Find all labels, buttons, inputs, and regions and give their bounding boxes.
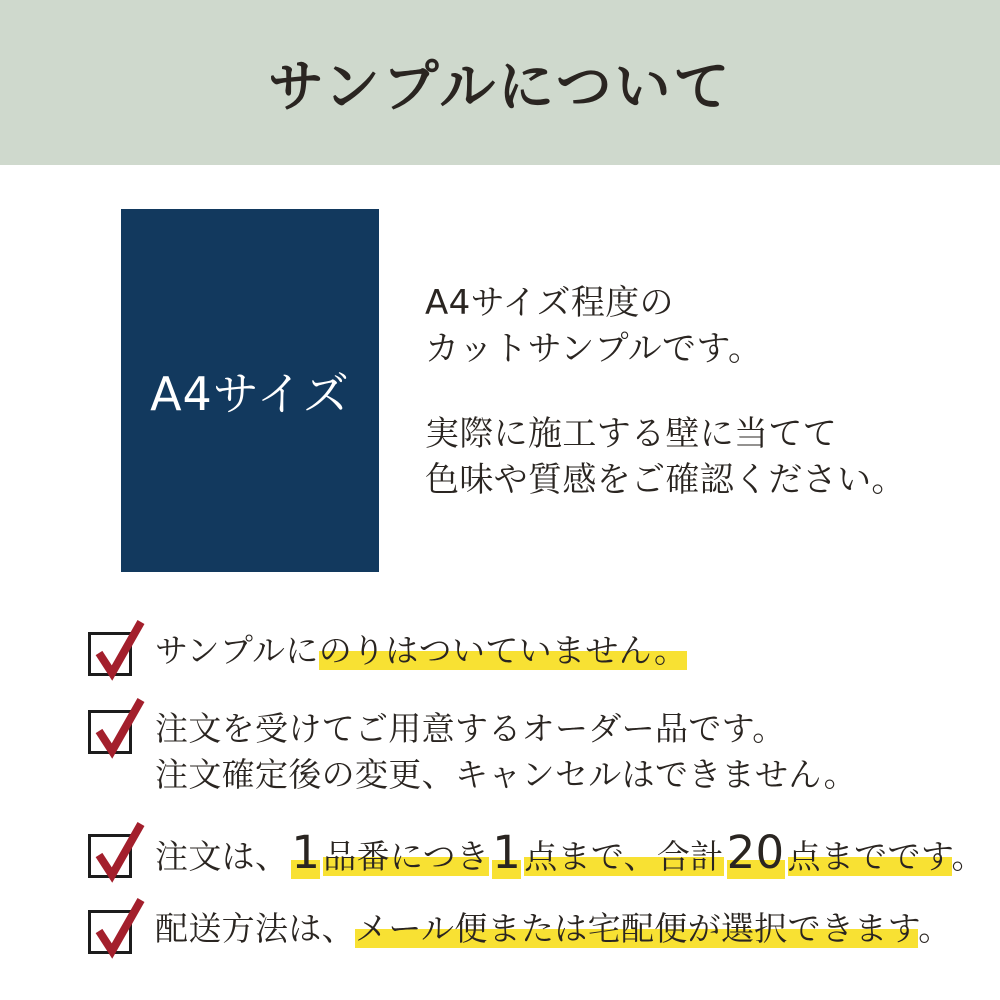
highlighted-text: メール便または宅配便が選択できます xyxy=(354,909,919,948)
highlighted-text: 1 xyxy=(492,826,522,879)
checklist-line xyxy=(155,752,857,798)
text-segment: サンプルに xyxy=(155,631,319,670)
checkmark-icon xyxy=(91,615,147,683)
text-segment: 。 xyxy=(918,909,952,948)
highlighted-text: 点まで、合計 xyxy=(524,837,724,876)
checkmark-icon xyxy=(91,817,147,885)
checklist-item xyxy=(88,706,857,798)
highlighted-text: 品番につき xyxy=(323,837,490,876)
highlighted-text: 20 xyxy=(726,826,785,879)
highlighted-text: のりはついていません。 xyxy=(318,631,688,670)
description-line: 実際に施工する壁に当てて xyxy=(425,414,838,454)
text-segment: 注文を受けてご用意するオーダー品です。 xyxy=(155,709,786,748)
checklist-line xyxy=(155,826,985,880)
text-segment: 配送方法は、 xyxy=(155,909,355,948)
page-title: サンプルについて xyxy=(267,54,733,120)
checklist-item xyxy=(88,628,687,676)
checkmark-icon xyxy=(91,693,147,761)
checklist-text xyxy=(155,826,985,880)
checklist-line xyxy=(155,906,952,952)
text-segment: 。 xyxy=(951,837,985,876)
checklist-line xyxy=(155,706,857,752)
text-segment: 注文は、 xyxy=(155,837,289,876)
description-line: A4サイズ程度の xyxy=(425,283,674,323)
a4-size-label: A4サイズ xyxy=(150,366,350,421)
highlighted-text: 1 xyxy=(291,826,321,879)
checkmark-icon xyxy=(91,893,147,961)
checkbox-icon xyxy=(88,910,132,954)
checkbox-icon xyxy=(88,710,132,754)
checkbox-icon xyxy=(88,834,132,878)
checklist-item xyxy=(88,906,952,954)
highlighted-text: 点までです xyxy=(787,837,952,876)
checkbox-icon xyxy=(88,632,132,676)
checklist-text xyxy=(155,628,687,674)
checklist-text xyxy=(155,906,952,952)
text-segment: 注文確定後の変更、キャンセルはできません。 xyxy=(155,755,857,794)
description-line: 色味や質感をご確認ください。 xyxy=(425,460,906,500)
checklist-line xyxy=(155,628,687,674)
description-line: カットサンプルです。 xyxy=(425,329,763,369)
checklist xyxy=(88,0,988,1000)
checklist-text xyxy=(155,706,857,798)
checklist-item xyxy=(88,826,985,880)
